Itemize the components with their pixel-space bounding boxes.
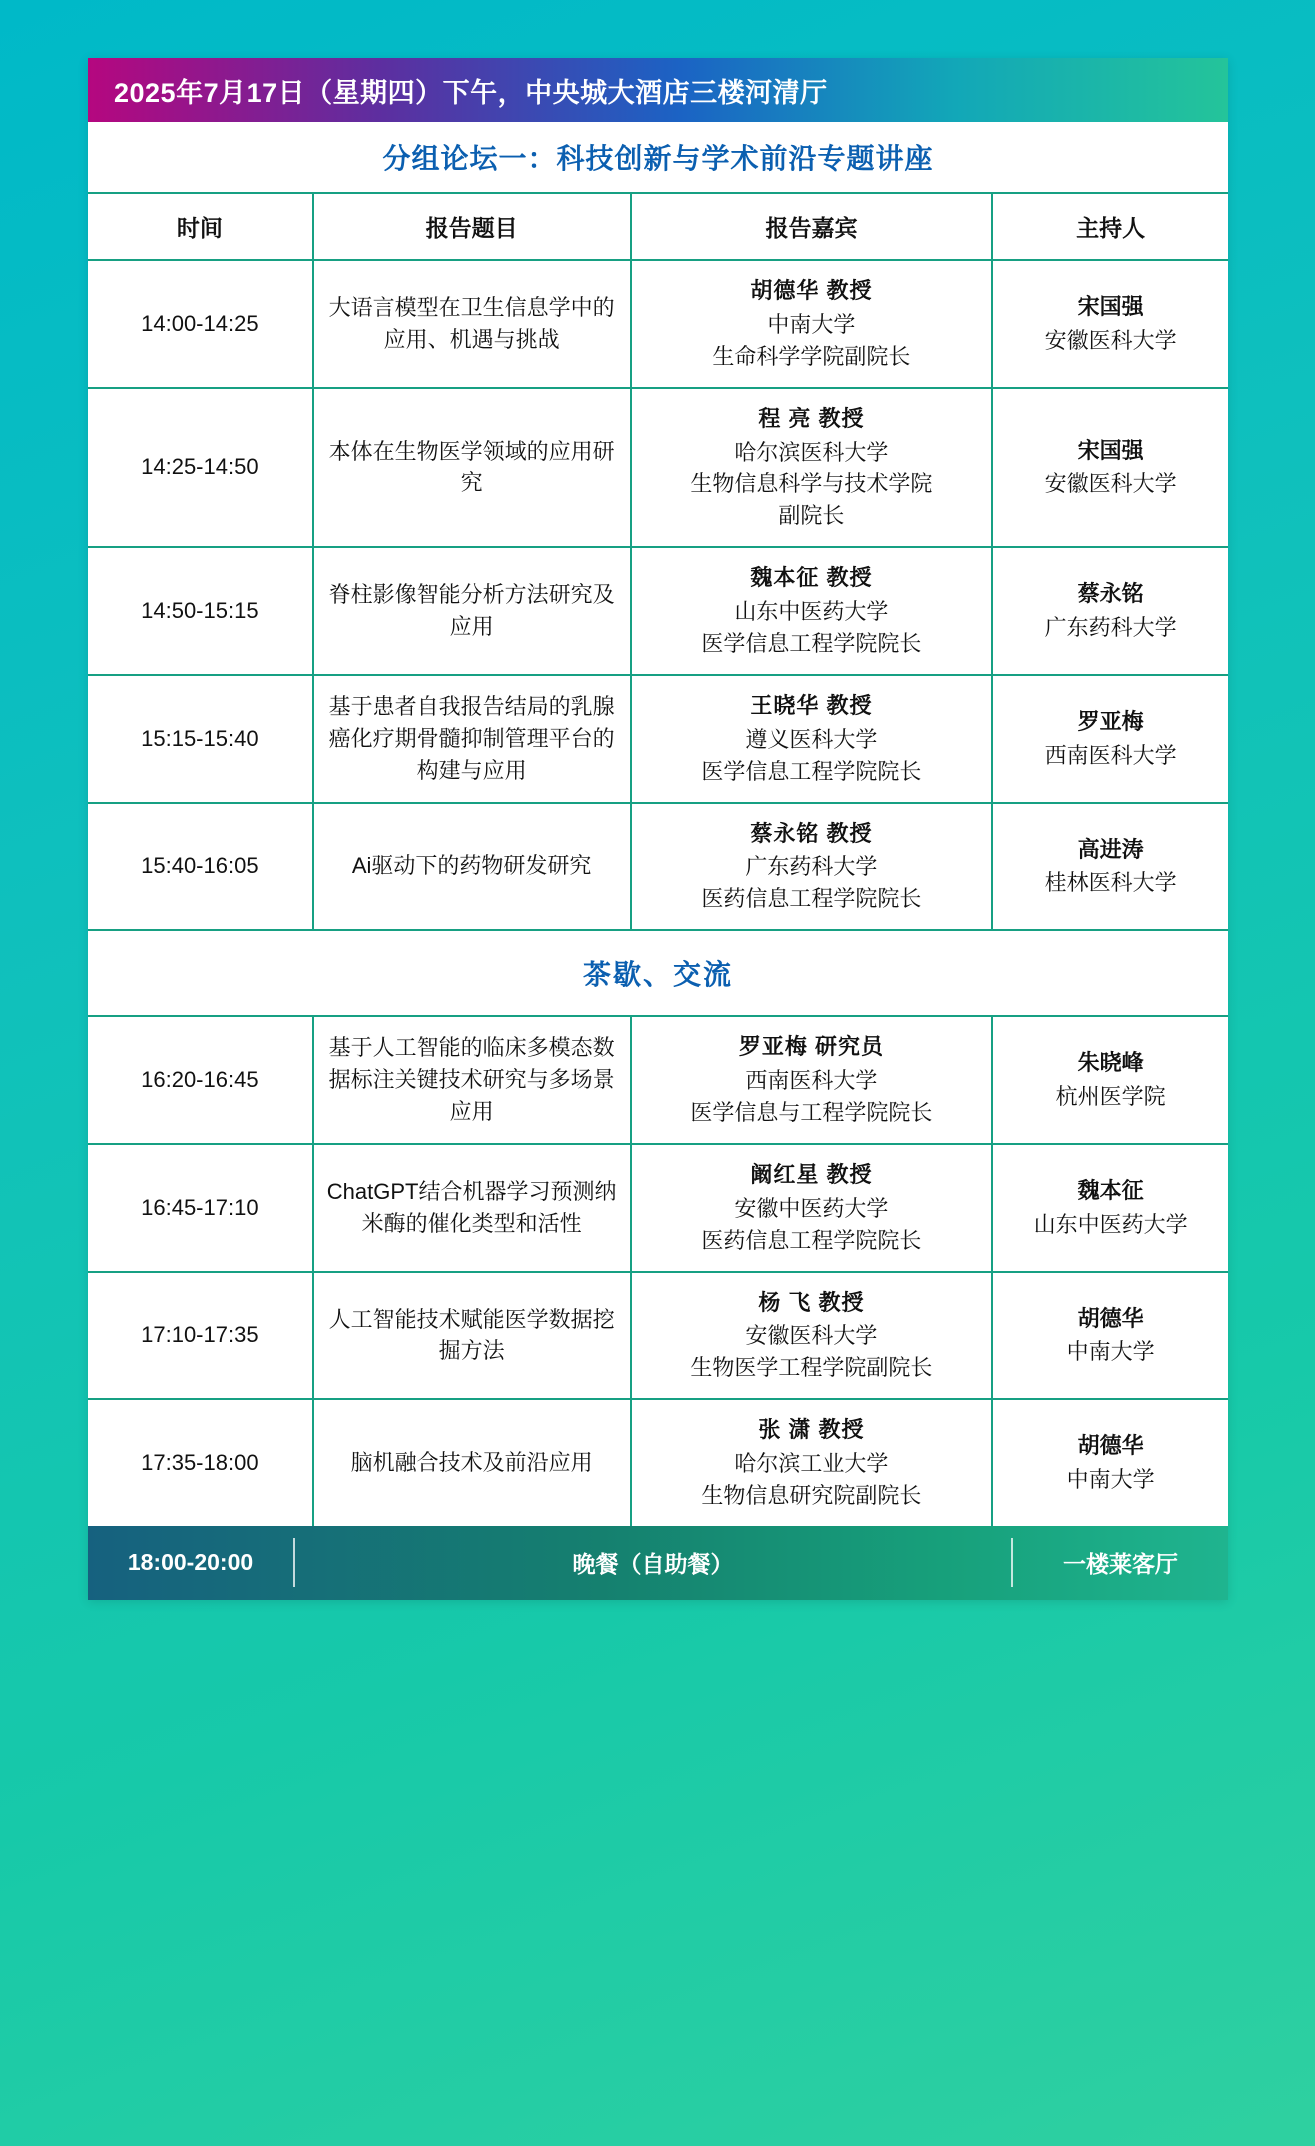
footer-time: 18:00-20:00 [127, 1549, 254, 1576]
guest-name: 胡德华 教授 [750, 278, 873, 303]
header-banner [88, 58, 1228, 122]
agenda-table [88, 194, 1228, 1526]
guest-affiliation-line: 西南医科大学 [745, 1068, 878, 1094]
guest-affiliation-line: 哈尔滨工业大学 [734, 1451, 889, 1477]
session-guest [631, 1272, 993, 1400]
guest-name: 阚红星 教授 [750, 1161, 873, 1187]
session-host [992, 547, 1228, 675]
host-name: 胡德华 [1077, 1433, 1144, 1459]
session-host [992, 1399, 1228, 1526]
guest-affiliation-line: 广东药科大学 [745, 854, 878, 880]
guest-affiliation-line: 生物信息科学与技术学院 [690, 471, 933, 497]
column-header-title: 报告题目 [313, 194, 631, 260]
session-title: 基于人工智能的临床多模态数据标注关键技术研究与多场景应用 [313, 1016, 631, 1144]
session-time: 14:00-14:25 [88, 260, 313, 388]
table-header-row [88, 194, 1228, 260]
session-time: 14:50-15:15 [88, 547, 313, 675]
session-guest [631, 547, 993, 675]
guest-affiliation-line: 遵义医科大学 [745, 726, 878, 752]
host-affiliation: 西南医科大学 [1044, 742, 1177, 768]
session-guest [631, 675, 993, 803]
session-host [992, 260, 1228, 388]
host-affiliation: 安徽医科大学 [1044, 327, 1177, 353]
session-time: 14:25-14:50 [88, 388, 313, 548]
host-name: 朱晓峰 [1077, 1050, 1144, 1076]
column-header-guest: 报告嘉宾 [631, 194, 993, 260]
guest-affiliation-line: 中南大学 [767, 311, 856, 337]
guest-name: 罗亚梅 研究员 [738, 1034, 884, 1060]
session-time: 15:40-16:05 [88, 803, 313, 931]
session-title: 大语言模型在卫生信息学中的应用、机遇与挑战 [313, 260, 631, 388]
host-affiliation: 安徽医科大学 [1044, 471, 1177, 497]
guest-name: 张 潇 教授 [758, 1417, 865, 1443]
table-row [88, 260, 1228, 388]
session-title: 基于患者自我报告结局的乳腺癌化疗期骨髓抑制管理平台的构建与应用 [313, 675, 631, 803]
break-cell [88, 930, 1228, 1016]
host-name: 宋国强 [1077, 293, 1144, 319]
session-host [992, 1272, 1228, 1400]
header-banner-text: 2025年7月17日（星期四）下午，中央城大酒店三楼河清厅 [114, 77, 828, 108]
session-host [992, 675, 1228, 803]
break-row [88, 930, 1228, 1016]
session-host [992, 1016, 1228, 1144]
session-guest [631, 803, 993, 931]
host-affiliation: 桂林医科大学 [1044, 870, 1177, 896]
host-name: 高进涛 [1077, 836, 1144, 862]
table-row [88, 1272, 1228, 1400]
host-affiliation: 广东药科大学 [1044, 615, 1177, 641]
forum-title-row [88, 122, 1228, 194]
host-affiliation: 山东中医药大学 [1033, 1211, 1188, 1237]
table-row [88, 388, 1228, 548]
guest-affiliation-line: 医药信息工程学院院长 [701, 1227, 922, 1253]
session-guest [631, 1016, 993, 1144]
guest-affiliation-line: 医学信息与工程学院院长 [690, 1100, 933, 1126]
break-label: 茶歇、交流 [582, 959, 733, 991]
table-row [88, 675, 1228, 803]
footer-event: 晚餐（自助餐） [293, 1538, 1013, 1587]
guest-affiliation-line: 医学信息工程学院院长 [701, 631, 922, 657]
footer-place: 一楼莱客厅 [1063, 1551, 1178, 1578]
session-title: ChatGPT结合机器学习预测纳米酶的催化类型和活性 [313, 1144, 631, 1272]
column-header-time: 时间 [88, 194, 313, 260]
session-time: 16:20-16:45 [88, 1016, 313, 1144]
session-title: Ai驱动下的药物研发研究 [313, 803, 631, 931]
guest-affiliation-line: 医药信息工程学院院长 [701, 886, 922, 912]
guest-affiliation-line: 生物信息研究院副院长 [701, 1483, 922, 1509]
guest-affiliation-line: 医学信息工程学院院长 [701, 758, 922, 784]
guest-name: 魏本征 教授 [750, 565, 873, 591]
guest-affiliation-line: 生命科学学院副院长 [712, 343, 911, 369]
guest-affiliation-line: 哈尔滨医科大学 [734, 439, 889, 465]
guest-affiliation-line: 生物医学工程学院副院长 [690, 1355, 933, 1381]
session-guest [631, 388, 993, 548]
guest-affiliation-line: 副院长 [778, 503, 845, 529]
session-title: 脑机融合技术及前沿应用 [313, 1399, 631, 1526]
host-name: 罗亚梅 [1077, 708, 1144, 734]
guest-name: 王晓华 教授 [750, 692, 873, 718]
table-row [88, 547, 1228, 675]
session-time: 15:15-15:40 [88, 675, 313, 803]
guest-name: 程 亮 教授 [758, 405, 865, 431]
session-title: 脊柱影像智能分析方法研究及应用 [313, 547, 631, 675]
session-time: 17:35-18:00 [141, 1450, 259, 1476]
guest-affiliation-line: 安徽中医药大学 [734, 1195, 889, 1221]
guest-affiliation-line: 安徽医科大学 [745, 1323, 878, 1349]
host-affiliation: 杭州医学院 [1055, 1084, 1166, 1110]
session-guest [631, 1144, 993, 1272]
session-guest [631, 1399, 993, 1526]
session-time: 17:10-17:35 [88, 1272, 313, 1400]
footer-bar [88, 1526, 1228, 1600]
host-name: 蔡永铭 [1077, 581, 1144, 607]
table-row [88, 1399, 1228, 1526]
host-name: 宋国强 [1077, 437, 1144, 463]
session-guest [631, 260, 993, 388]
table-row [88, 1016, 1228, 1144]
table-row [88, 803, 1228, 931]
host-name: 魏本征 [1077, 1177, 1144, 1203]
guest-affiliation-line: 山东中医药大学 [734, 599, 889, 625]
host-affiliation: 中南大学 [1066, 1467, 1155, 1493]
session-title: 人工智能技术赋能医学数据挖掘方法 [313, 1272, 631, 1400]
session-title: 本体在生物医学领域的应用研究 [313, 388, 631, 548]
session-time: 16:45-17:10 [88, 1144, 313, 1272]
host-affiliation: 中南大学 [1066, 1339, 1155, 1365]
agenda-sheet [88, 58, 1228, 1600]
column-header-host: 主持人 [992, 194, 1228, 260]
guest-name: 杨 飞 教授 [758, 1289, 865, 1315]
session-host [992, 388, 1228, 548]
host-name: 胡德华 [1077, 1305, 1144, 1331]
session-host [992, 803, 1228, 931]
table-row [88, 1144, 1228, 1272]
session-host [992, 1144, 1228, 1272]
page-title: 分组论坛一：科技创新与学术前沿专题讲座 [382, 143, 934, 174]
guest-name: 蔡永铭 教授 [750, 820, 873, 846]
